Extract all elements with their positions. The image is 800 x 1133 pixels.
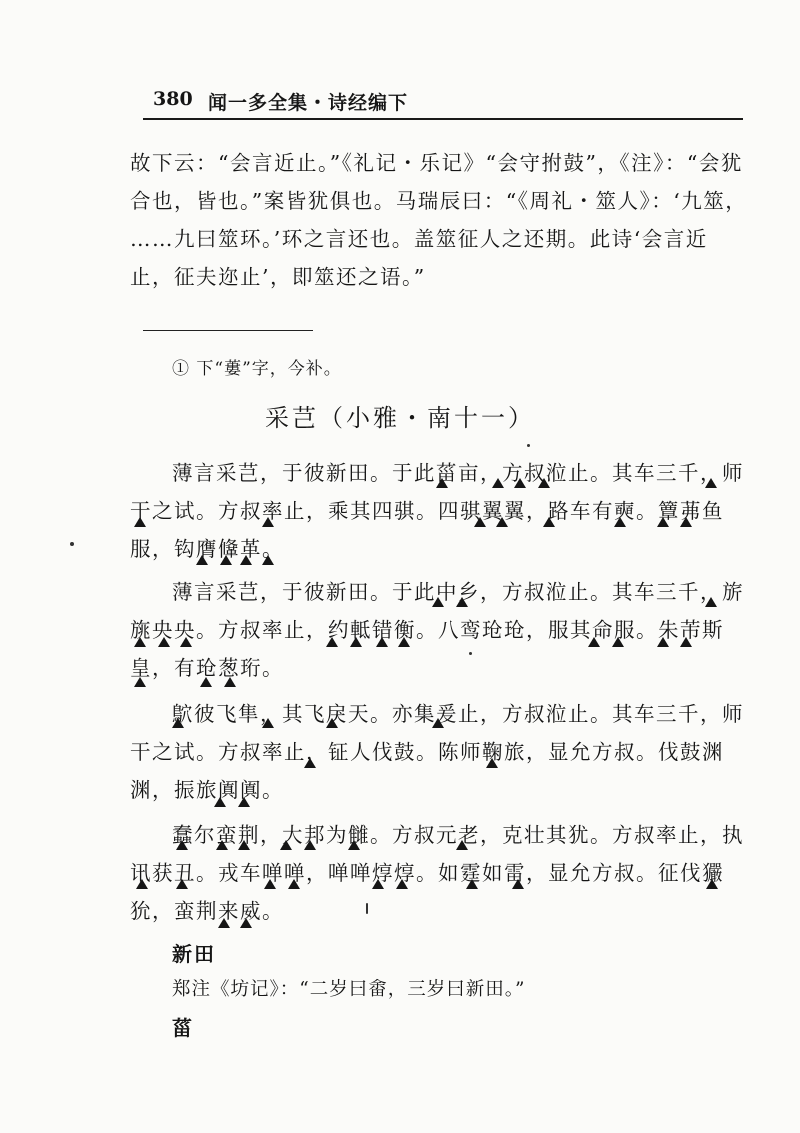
footnote: ① 下“蔞”字，今补。 (172, 359, 342, 379)
annotation-mark (492, 478, 504, 488)
poem-line: 讯获丑。戎车啴啴，啴啴焞焞。如霆如雷，显允方叔。征伐玁 (130, 861, 724, 885)
annotation-mark (706, 879, 718, 889)
text-line: ……九曰筮环。’环之言还也。盖筮征人之还期。此诗‘会言近 (130, 227, 708, 251)
annotation-mark (614, 517, 626, 527)
annotation-mark (220, 555, 232, 565)
annotation-mark (134, 517, 146, 527)
annotation-mark (350, 637, 362, 647)
poem-line: 薄言采芑，于彼新田。于此中乡，方叔涖止。其车三千，旂 (172, 580, 744, 604)
poem-line: 鴥彼飞隼，其飞戾天。亦集爰止，方叔涖止。其车三千，师 (172, 702, 744, 726)
annotation-mark (680, 517, 692, 527)
annotation-mark (432, 597, 444, 607)
annotation-mark (657, 517, 669, 527)
annotation-mark (705, 478, 717, 488)
annotation-mark (158, 637, 170, 647)
annotation-mark (680, 637, 692, 647)
annotation-mark (240, 918, 252, 928)
annotation-mark (432, 718, 444, 728)
page-number: 380 (153, 88, 193, 110)
scan-speck (527, 444, 530, 447)
poem-line: 渊，振旅阗阗。 (130, 778, 284, 802)
scan-speck (70, 542, 74, 546)
poem-line: 狁，蛮荆来威。 (130, 899, 284, 923)
annotation-mark (134, 637, 146, 647)
annotation-mark (240, 555, 252, 565)
annotation-mark (288, 879, 300, 889)
annotation-mark (172, 718, 184, 728)
poem-title: 采芑（小雅・南十一） (265, 404, 535, 432)
annotation-mark (398, 637, 410, 647)
footnote-rule (143, 330, 313, 331)
annotation-mark (514, 478, 526, 488)
annotation-mark (326, 718, 338, 728)
annotation-mark (396, 879, 408, 889)
annotation-mark (376, 637, 388, 647)
annotation-mark (136, 879, 148, 889)
annotation-mark (348, 840, 360, 850)
poem-line: 干之试。方叔率止，钲人伐鼓。陈师鞠旅，显允方叔。伐鼓渊 (130, 740, 724, 764)
annotation-mark (436, 478, 448, 488)
annotation-mark (218, 918, 230, 928)
text-line: 合也，皆也。”案皆犹俱也。马瑞辰曰：“《周礼・筮人》：‘九筮， (130, 189, 748, 213)
book-title: 闻一多全集・诗经编下 (208, 92, 409, 114)
annotation-mark (134, 677, 146, 687)
annotation-mark (196, 555, 208, 565)
annotation-mark (238, 797, 250, 807)
annotation-mark (372, 879, 384, 889)
annotation-mark (176, 879, 188, 889)
annotation-mark (200, 677, 212, 687)
annotation-mark (612, 637, 624, 647)
annotation-mark (496, 517, 508, 527)
poem-line: 蠢尔蛮荆，大邦为雠。方叔元老，克壮其犹。方叔率止，执 (172, 823, 744, 847)
annotation-mark (262, 517, 274, 527)
annotation-mark (176, 840, 188, 850)
note-line: 郑注《坊记》：“二岁曰畬，三岁曰新田。” (172, 979, 526, 1000)
poem-line: 薄言采芑，于彼新田。于此菑亩，方叔涖止。其车三千，师 (172, 461, 744, 485)
text-line: 故下云：“会言近止。”《礼记・乐记》“会守拊鼓”，《注》：“会犹 (130, 151, 743, 175)
annotation-mark (224, 677, 236, 687)
annotation-mark (264, 879, 276, 889)
running-header (143, 84, 743, 120)
annotation-mark (543, 517, 555, 527)
annotation-mark (180, 637, 192, 647)
annotation-mark (238, 840, 250, 850)
annotation-mark (474, 517, 486, 527)
annotation-mark (456, 597, 468, 607)
poem-line: 服，钩膺鞗革。 (130, 537, 284, 561)
annotation-mark (214, 797, 226, 807)
annotation-mark (657, 637, 669, 647)
poem-line: 旐央央。方叔率止，约軧错衡。八鸾玱玱，服其命服。朱芾斯 (130, 618, 724, 642)
annotation-mark (456, 840, 468, 850)
annotation-mark (280, 840, 292, 850)
poem-line: 干之试。方叔率止，乘其四骐。四骐翼翼，路车有奭。簟茀鱼 (130, 499, 724, 523)
annotation-mark (538, 478, 550, 488)
section-heading: 新田 (172, 942, 216, 966)
annotation-mark (304, 758, 316, 768)
annotation-mark (588, 637, 600, 647)
annotation-mark (262, 555, 274, 565)
annotation-mark (705, 597, 717, 607)
annotation-mark (466, 879, 478, 889)
scan-speck (469, 652, 472, 655)
annotation-mark (326, 637, 338, 647)
scan-speck (366, 903, 368, 914)
annotation-mark (512, 879, 524, 889)
next-heading: 菑 (172, 1016, 194, 1040)
annotation-mark (304, 840, 316, 850)
annotation-mark (262, 718, 274, 728)
poem-line: 皇，有玱葱珩。 (130, 656, 284, 680)
annotation-mark (216, 840, 228, 850)
text-line: 止，征夫迩止’，即筮还之语。” (130, 265, 426, 289)
annotation-mark (486, 758, 498, 768)
